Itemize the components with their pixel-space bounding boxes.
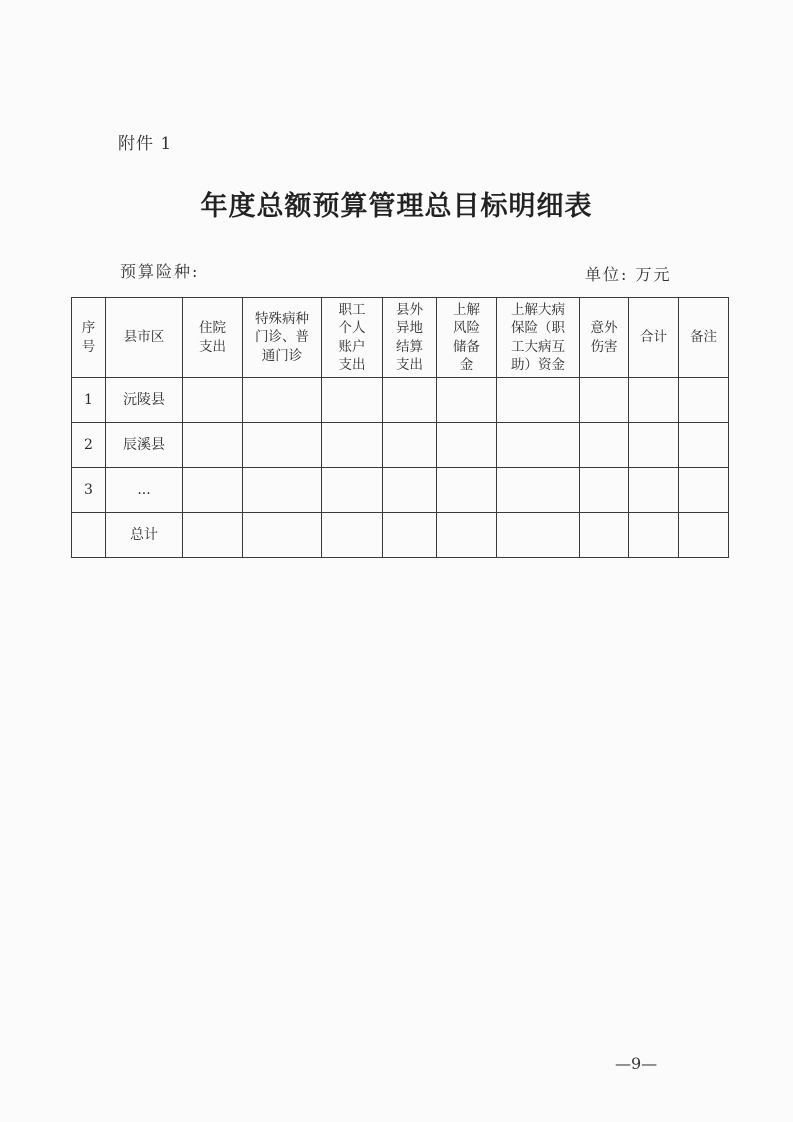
header-cell: 县外 异地 结算 支出 xyxy=(383,298,437,378)
table-cell xyxy=(322,468,383,513)
table-cell xyxy=(580,423,629,468)
table-cell xyxy=(383,423,437,468)
budget-detail-table xyxy=(71,297,729,558)
table-cell xyxy=(437,513,497,558)
table-cell xyxy=(629,378,679,423)
table-cell xyxy=(243,423,322,468)
table-cell xyxy=(580,468,629,513)
table-cell xyxy=(322,513,383,558)
header-cell: 上解 风险 储备 金 xyxy=(437,298,497,378)
table-cell xyxy=(629,513,679,558)
table-cell xyxy=(322,423,383,468)
header-cell: 备注 xyxy=(679,298,729,378)
table-cell xyxy=(679,423,729,468)
table-cell xyxy=(243,468,322,513)
header-cell: 住院 支出 xyxy=(183,298,243,378)
table-row xyxy=(72,423,729,468)
insurance-type-label: 预算险种: xyxy=(120,262,200,281)
table-cell: ... xyxy=(106,468,183,513)
header-cell: 职工 个人 账户 支出 xyxy=(322,298,383,378)
table-cell xyxy=(183,468,243,513)
table-cell xyxy=(437,423,497,468)
table-cell: 沅陵县 xyxy=(106,378,183,423)
table-cell xyxy=(383,468,437,513)
table-cell xyxy=(243,513,322,558)
table-cell xyxy=(629,468,679,513)
header-cell: 合计 xyxy=(629,298,679,378)
page-number: —9— xyxy=(615,1054,658,1073)
unit-label: 单位: 万元 xyxy=(585,265,672,284)
header-cell: 县市区 xyxy=(106,298,183,378)
table-cell xyxy=(437,378,497,423)
table-cell xyxy=(383,513,437,558)
table-header-row xyxy=(72,298,729,378)
table-cell xyxy=(72,513,106,558)
table-cell xyxy=(679,513,729,558)
table-cell xyxy=(580,378,629,423)
header-cell: 上解大病 保险（职 工大病互 助）资金 xyxy=(497,298,580,378)
header-cell: 特殊病种 门诊、普 通门诊 xyxy=(243,298,322,378)
table-cell xyxy=(183,513,243,558)
table-cell xyxy=(580,513,629,558)
table-cell: 总计 xyxy=(106,513,183,558)
table-cell xyxy=(497,513,580,558)
table-cell xyxy=(497,378,580,423)
table-cell: 3 xyxy=(72,468,106,513)
table-cell xyxy=(383,378,437,423)
table-cell xyxy=(437,468,497,513)
table-cell xyxy=(183,378,243,423)
table-cell xyxy=(322,378,383,423)
table-cell: 辰溪县 xyxy=(106,423,183,468)
table-cell xyxy=(183,423,243,468)
table-cell: 1 xyxy=(72,378,106,423)
table-cell xyxy=(679,468,729,513)
table-cell xyxy=(497,423,580,468)
table-row xyxy=(72,378,729,423)
table-cell xyxy=(243,378,322,423)
header-cell: 序 号 xyxy=(72,298,106,378)
header-cell: 意外 伤害 xyxy=(580,298,629,378)
document-title: 年度总额预算管理总目标明细表 xyxy=(200,191,593,222)
table-cell xyxy=(497,468,580,513)
table-row-total xyxy=(72,513,729,558)
table-row xyxy=(72,468,729,513)
table-cell xyxy=(679,378,729,423)
table-cell: 2 xyxy=(72,423,106,468)
attachment-label: 附件 1 xyxy=(118,134,173,154)
table-cell xyxy=(629,423,679,468)
